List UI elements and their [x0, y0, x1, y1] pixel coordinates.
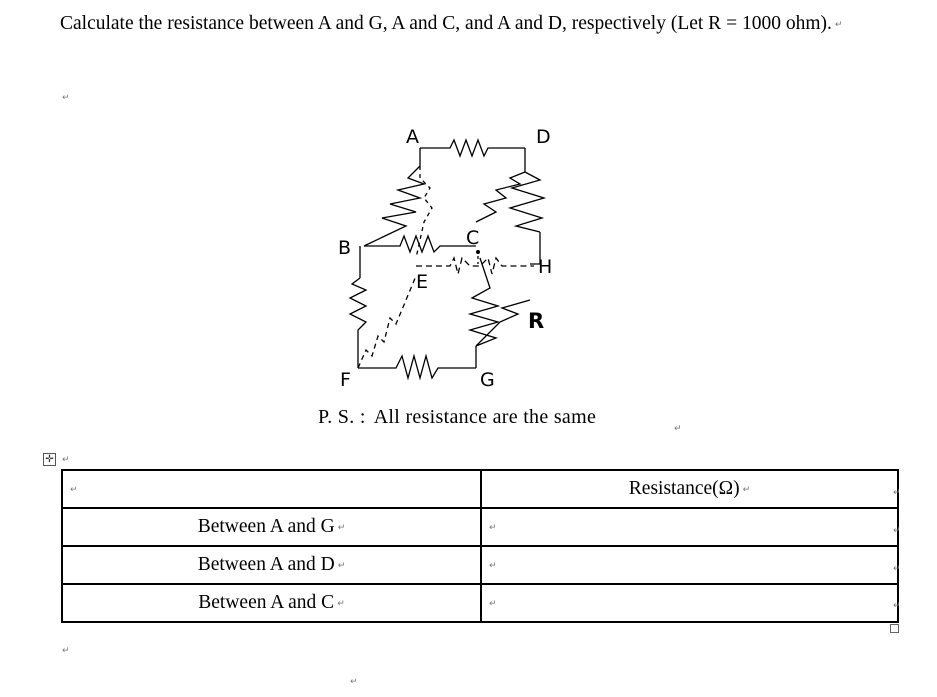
table-resize-handle[interactable]	[890, 624, 899, 633]
table-header-cell-empty[interactable]: ↵	[62, 470, 481, 508]
node-label-d: D	[536, 126, 551, 148]
row-label-cell[interactable]: Between A and C ↵	[62, 584, 481, 622]
resistor-d-c	[476, 172, 525, 222]
resistor-a-b	[364, 166, 424, 246]
circuit-diagram	[320, 118, 580, 398]
node-c-dot	[476, 250, 480, 254]
row-label-cell[interactable]: Between A and D ↵	[62, 546, 481, 584]
table-row	[62, 546, 898, 584]
resistor-g-r	[476, 300, 530, 346]
row-value-cell[interactable]: ↵	[481, 508, 898, 546]
node-label-g: G	[480, 369, 495, 391]
row-end-mark-icon: ↵	[893, 488, 901, 498]
resistor-f-g	[358, 356, 476, 378]
paragraph-mark-icon: ↵	[62, 455, 70, 465]
row-end-mark-icon: ↵	[893, 526, 901, 536]
table-header-row	[62, 470, 898, 508]
row-value-cell[interactable]: ↵	[481, 584, 898, 622]
node-label-b: B	[338, 237, 352, 259]
paragraph-mark-icon: ↵	[62, 93, 70, 103]
paragraph-mark-icon: ↵	[350, 677, 358, 687]
node-label-h: H	[538, 256, 553, 278]
table-row	[62, 508, 898, 546]
wire-a-d	[420, 140, 525, 156]
row-label-cell[interactable]: Between A and G ↵	[62, 508, 481, 546]
node-label-c: C	[466, 227, 480, 249]
resistor-label: R	[528, 309, 545, 333]
table-header-cell-resistance[interactable]: Resistance(Ω) ↵	[481, 470, 898, 508]
node-label-a: A	[406, 126, 419, 148]
paragraph-mark-icon: ↵	[62, 646, 70, 656]
wire-e-h-dashed	[416, 258, 534, 274]
row-end-mark-icon: ↵	[893, 601, 901, 611]
table-row	[62, 584, 898, 622]
ps-text: All resistance are the same	[373, 406, 597, 428]
paragraph-mark-icon: ↵	[674, 424, 682, 434]
row-value-cell[interactable]: ↵	[481, 546, 898, 584]
ps-label: P. S. :	[318, 406, 366, 428]
table-move-handle-icon[interactable]: ✛	[43, 453, 56, 466]
node-label-e: E	[416, 271, 429, 293]
question-text	[60, 6, 900, 43]
node-label-f: F	[340, 369, 351, 391]
resistor-g-c	[470, 258, 498, 346]
row-end-mark-icon: ↵	[893, 564, 901, 574]
resistor-b-f	[350, 278, 366, 368]
paragraph-mark-icon: ↵	[834, 19, 843, 30]
question-text-content: Calculate the resistance between A and G, A and C, and A and D, respectively (Let R = 1000 ohm).	[60, 13, 832, 34]
results-table	[61, 469, 899, 623]
ps-note	[318, 406, 596, 429]
